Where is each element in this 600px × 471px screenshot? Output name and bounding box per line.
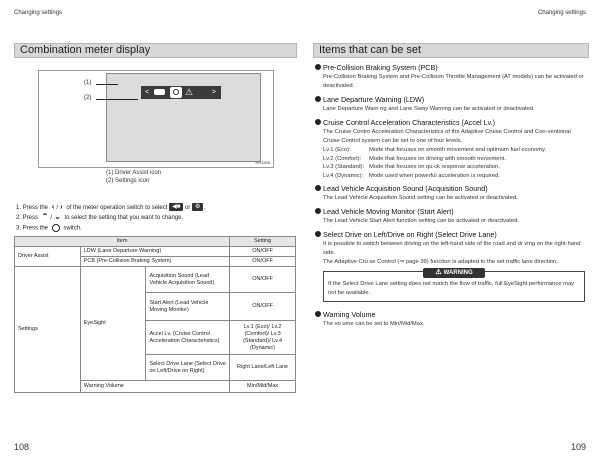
callout-2: (2) [84,95,92,101]
item-body: The vo ume can be set to Min/Mid/Max. [323,321,425,327]
cell-accel-lv: Accel Lv. (Cruise Control Acceleration Characteristics) [146,321,230,355]
bullet-icon [315,119,321,125]
bullet-icon [315,185,321,191]
step-1: 1. Press the ‹ / › of the meter operation switch to select ◀■ or ⚙ . [16,202,206,211]
item-body: Lane Departure Warn ng and Lane Sway Warning can be activated or deactivated. [323,106,535,112]
warning-triangle-icon: ⚠ [435,269,442,276]
cell-accel-value: Lv.1 (Eco)/ Lv.2 (Comfort)/ Lv.3 (Standard)/ Lv.4 (Dynamic) [230,321,296,355]
caption-settings: (2) Settings icon [106,178,150,184]
settings-icon [170,87,182,98]
cell-start-alert-value: ON/OFF [230,293,296,321]
cell-pcb: PCB (Pre-Collision Braking System) [80,257,229,267]
cell-select-lane: Select Drive Lane (Select Drive on Left/Drive on Right) [146,355,230,381]
warning-text: If the Select Drive Lane setting does not match the flow of traffic, full EyeSight performance may not be available. [328,281,575,296]
list-item [315,118,587,180]
item-heading: Lane Departure Warning (LDW) [323,95,425,104]
list-item [315,63,587,91]
section-title-combination-meter: Combination meter display [14,43,297,58]
cell-driver-assist: Driver Assist [15,247,81,267]
cell-lane-value: Right Lane/Left Lane [230,355,296,381]
driver-assist-icon [154,89,165,95]
item-heading: Warning Volume [323,310,376,319]
cell-ldw: LDW (Lane Departure Warning) [80,247,229,257]
list-item [315,230,587,302]
cell-ldw-value: ON/OFF [230,247,296,257]
callout-1-line [96,84,118,85]
settings-key-icon: ⚙ [192,203,203,211]
settings-table [14,236,296,393]
item-body: The Lead Vehicle Start Alert function setting can be activated or deactivated. [323,218,519,224]
list-item [315,207,587,226]
table-row [15,267,296,293]
driver-assist-key-icon: ◀■ [169,203,183,211]
cell-acquisition-sound: Acquisition Sound (Lead Vehicle Acquisition Sound) [146,267,230,293]
item-heading: Lead Vehicle Acquisition Sound (Acquisition Sound) [323,184,488,193]
cell-pcb-value: ON/OFF [230,257,296,267]
cell-acquisition-value: ON/OFF [230,267,296,293]
cell-settings: Settings [15,267,81,393]
warning-label: ⚠ WARNING [423,268,485,278]
accel-levels: Lv.1 (Eco): Mode that focuses on smooth movement and optimum fuel economy. Lv.2 (Comfort): Mode that focuses on driving with smooth movement. Lv.3 (Standard): Mode that focuses on qu ck response acceleration. Lv.4 (Dynamic): Mode used when powerful acceleration is required. [323,147,547,179]
items-list [315,63,587,333]
cell-warning-volume: Warning Volume [80,381,229,393]
item-body: The Lead Vehicle Acquisition Sound setting can be activated or deactivated. [323,195,518,201]
figure-code: HS1905 [255,160,270,165]
cell-eyesight: EyeSight [80,267,146,381]
item-body: Pre-Collision Braking System and Pre-Collision Throttle Management (AT models) can be activated or deactivated. [323,74,584,89]
cell-start-alert: Start Alert (Lead Vehicle Moving Monitor) [146,293,230,321]
chevron-left-icon: ‹ [51,202,55,211]
meter-icon-bar [141,86,221,99]
item-heading: Cruise Control Acceleration Characteristics (Accel Lv.) [323,118,496,127]
item-heading: Select Drive on Left/Drive on Right (Select Drive Lane) [323,230,497,239]
page-number-left: 108 [14,442,30,452]
bullet-icon [315,208,321,214]
table-row [15,247,296,257]
bullet-icon [315,96,321,102]
step-2: 2. Press ⌃ / ⌄ to select the setting that you want to change. [16,212,184,221]
item-body: It is possible to switch between driving on the left-hand side of the road and dr ving on the right-hand side. [323,241,581,256]
item-body: The Cruise Contro Acceleration Characteristics of the Adaptive Cruise Control and Con-ventional Cruise Control system can be set to one of four levels. [323,129,571,144]
bullet-icon [315,311,321,317]
table-header-setting: Setting [230,237,296,247]
cell-volume-value: Min/Mid/Max [230,381,296,393]
chevron-right-icon: › [60,202,63,211]
header-left: Changing settings [14,10,63,16]
section-title-items: Items that can be set [313,43,589,58]
list-item [315,95,587,114]
item-heading: Pre-Collision Braking System (PCB) [323,63,438,72]
step-3: 3. Press the switch. [16,225,82,232]
warning-triangle-icon: ⚠ [185,87,194,97]
header-right: Changing settings [537,10,586,16]
callout-2-line [96,99,138,100]
bullet-icon [315,64,321,70]
ok-switch-icon [52,224,60,232]
page-number-right: 109 [570,442,586,452]
table-header-item: Item [15,237,230,247]
chevron-up-icon: ⌃ [41,212,49,221]
bullet-icon [315,231,321,237]
left-arrow-icon: < [145,89,150,96]
warning-box [323,271,585,302]
callout-1: (1) [84,80,92,86]
caption-driver-assist: (1) Driver Assist icon [106,170,162,176]
meter-figure [38,70,274,168]
right-arrow-icon: > [211,89,216,96]
list-item [315,310,587,329]
list-item [315,184,587,203]
chevron-down-icon: ⌄ [54,212,61,221]
meter-screen [106,73,261,162]
item-heading: Lead Vehicle Moving Monitor (Start Alert) [323,207,454,216]
item-body-2: The Adaptive Cru se Control (⇒ page 39) function is adapted to the set traffic lane direction. [323,259,558,265]
